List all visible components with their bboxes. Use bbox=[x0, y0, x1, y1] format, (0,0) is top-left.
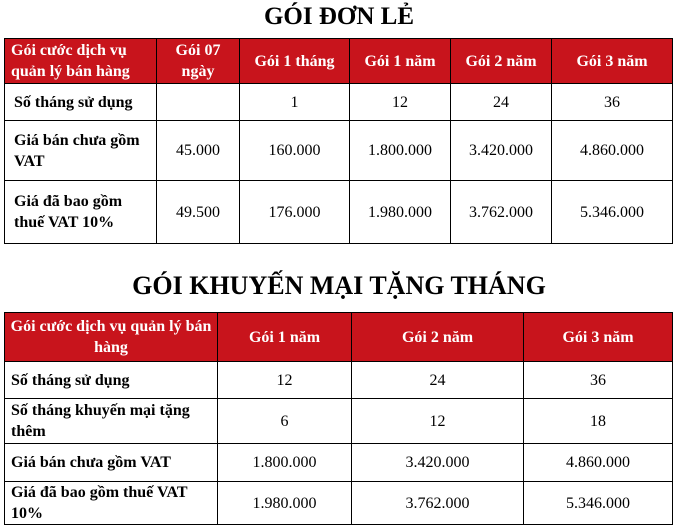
cell-value: 12 bbox=[218, 362, 352, 399]
cell-value: 5.346.000 bbox=[552, 181, 673, 244]
cell-value: 3.762.000 bbox=[451, 181, 552, 244]
row-label: Số tháng sử dụng bbox=[5, 362, 218, 399]
table-row bbox=[5, 399, 673, 444]
cell-value: 4.860.000 bbox=[524, 444, 673, 482]
row-label: Giá đã bao gồm thuế VAT 10% bbox=[5, 181, 157, 244]
header-cell-1-year: Gói 1 năm bbox=[350, 39, 451, 84]
cell-value: 3.420.000 bbox=[451, 121, 552, 181]
cell-value: 1.800.000 bbox=[218, 444, 352, 482]
cell-value: 5.346.000 bbox=[524, 482, 673, 525]
header-cell-2-years: Gói 2 năm bbox=[352, 313, 524, 362]
table-row bbox=[5, 482, 673, 525]
cell-value: 24 bbox=[451, 84, 552, 121]
cell-value: 1.980.000 bbox=[218, 482, 352, 525]
row-label: Giá bán chưa gồm VAT bbox=[5, 444, 218, 482]
header-cell-7-days: Gói 07 ngày bbox=[157, 39, 240, 84]
header-cell-3-years: Gói 3 năm bbox=[552, 39, 673, 84]
header-cell-2-years: Gói 2 năm bbox=[451, 39, 552, 84]
table-row bbox=[5, 362, 673, 399]
table-row bbox=[5, 121, 673, 181]
cell-value: 49.500 bbox=[157, 181, 240, 244]
header-cell-3-years: Gói 3 năm bbox=[524, 313, 673, 362]
promo-package-table bbox=[4, 312, 673, 525]
promo-package-title: GÓI KHUYẾN MẠI TẶNG THÁNG bbox=[132, 271, 546, 300]
row-label: Giá bán chưa gồm VAT bbox=[5, 121, 157, 181]
header-cell-1-year: Gói 1 năm bbox=[218, 313, 352, 362]
table-row bbox=[5, 84, 673, 121]
cell-value: 36 bbox=[552, 84, 673, 121]
row-label: Số tháng sử dụng bbox=[5, 84, 157, 121]
single-package-table bbox=[4, 38, 673, 244]
table-row bbox=[5, 181, 673, 244]
cell-value: 24 bbox=[352, 362, 524, 399]
cell-value: 4.860.000 bbox=[552, 121, 673, 181]
single-package-title: GÓI ĐƠN LẺ bbox=[263, 3, 415, 30]
header-cell-service: Gói cước dịch vụ quản lý bán hàng bbox=[5, 313, 218, 362]
header-cell-1-month: Gói 1 tháng bbox=[240, 39, 350, 84]
cell-value: 3.420.000 bbox=[352, 444, 524, 482]
row-label: Giá đã bao gồm thuế VAT 10% bbox=[5, 482, 218, 525]
cell-value: 18 bbox=[524, 399, 673, 444]
cell-value: 3.762.000 bbox=[352, 482, 524, 525]
table-row bbox=[5, 444, 673, 482]
cell-value: 12 bbox=[352, 399, 524, 444]
header-cell-service: Gói cước dịch vụ quản lý bán hàng bbox=[5, 39, 157, 84]
cell-value bbox=[157, 84, 240, 121]
row-label: Số tháng khuyến mại tặng thêm bbox=[5, 399, 218, 444]
cell-value: 12 bbox=[350, 84, 451, 121]
cell-value: 1.980.000 bbox=[350, 181, 451, 244]
cell-value: 1 bbox=[240, 84, 350, 121]
table-header-row bbox=[5, 39, 673, 84]
table-header-row bbox=[5, 313, 673, 362]
cell-value: 45.000 bbox=[157, 121, 240, 181]
cell-value: 176.000 bbox=[240, 181, 350, 244]
cell-value: 1.800.000 bbox=[350, 121, 451, 181]
cell-value: 36 bbox=[524, 362, 673, 399]
cell-value: 6 bbox=[218, 399, 352, 444]
cell-value: 160.000 bbox=[240, 121, 350, 181]
